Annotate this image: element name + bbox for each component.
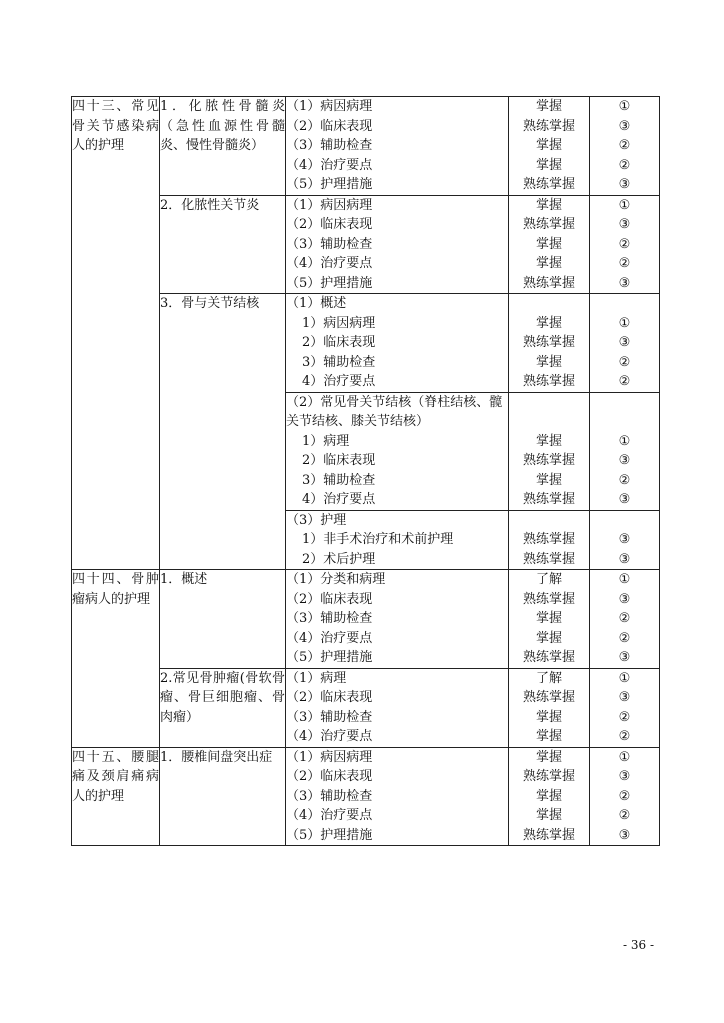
points-cell bbox=[286, 392, 509, 510]
element-title: 2．化脓性关节炎 bbox=[160, 197, 260, 213]
blank-line bbox=[509, 511, 589, 531]
element-title-cell bbox=[160, 570, 286, 669]
element-title-cell bbox=[160, 294, 286, 570]
knowledge-point: （3）辅助检查 bbox=[286, 138, 373, 153]
requirement-label: 掌握 bbox=[535, 611, 562, 626]
level-cell bbox=[590, 392, 660, 510]
requirement-label: 掌握 bbox=[535, 157, 562, 173]
table-row bbox=[72, 668, 660, 747]
requirement-label: 掌握 bbox=[535, 749, 562, 765]
level-mark: ③ bbox=[618, 177, 631, 192]
requirement-cell bbox=[509, 570, 590, 669]
level-mark: ① bbox=[618, 433, 631, 449]
requirement-cell bbox=[509, 294, 590, 393]
table-row bbox=[72, 97, 660, 196]
element-title: 1．腰椎间盘突出症 bbox=[160, 749, 273, 765]
element-title-cell bbox=[160, 195, 286, 294]
level-mark: ① bbox=[618, 315, 631, 331]
knowledge-point: （5）护理措施 bbox=[286, 827, 373, 843]
level-cell bbox=[590, 747, 660, 846]
table-row bbox=[72, 195, 660, 294]
requirement-label: 掌握 bbox=[535, 256, 562, 271]
level-mark: ③ bbox=[618, 217, 631, 232]
knowledge-point: （1）病因病理 bbox=[286, 99, 373, 114]
unit-title-cell bbox=[72, 747, 160, 846]
knowledge-point: （1）分类和病理 bbox=[286, 572, 386, 587]
knowledge-point: 1）非手术治疗和术前护理 bbox=[302, 532, 454, 547]
level-cell bbox=[590, 570, 660, 669]
requirement-label: 掌握 bbox=[535, 236, 562, 252]
knowledge-point: （3）辅助检查 bbox=[286, 611, 373, 626]
element-title-cell bbox=[160, 97, 286, 196]
knowledge-point: 3）辅助检查 bbox=[302, 354, 376, 370]
requirement-cell bbox=[509, 97, 590, 196]
knowledge-point: （5）护理措施 bbox=[286, 650, 373, 665]
knowledge-point: （2）临床表现 bbox=[286, 690, 373, 705]
element-title: 3．骨与关节结核 bbox=[160, 296, 260, 311]
blank-line bbox=[590, 511, 659, 531]
requirement-label: 熟练掌握 bbox=[522, 453, 575, 468]
requirement-label: 熟练掌握 bbox=[522, 769, 575, 784]
requirement-label: 掌握 bbox=[535, 808, 562, 823]
requirement-cell bbox=[509, 668, 590, 747]
level-mark: ③ bbox=[618, 769, 631, 784]
knowledge-point: 3）辅助检查 bbox=[302, 472, 376, 488]
table-row bbox=[72, 747, 660, 846]
element-title: 1．化脓性骨髓炎（急性血源性骨髓炎、慢性骨髓炎） bbox=[160, 99, 285, 153]
level-mark: ② bbox=[618, 729, 631, 744]
level-mark: ③ bbox=[618, 591, 631, 607]
unit-title: 四十四、骨肿瘤病人的护理 bbox=[72, 572, 159, 607]
knowledge-point: （1）病因病理 bbox=[286, 749, 373, 765]
element-title: 2.常见骨肿瘤(骨软骨瘤、骨巨细胞瘤、骨肉瘤） bbox=[160, 670, 285, 725]
syllabus-table bbox=[71, 96, 660, 846]
level-mark: ① bbox=[618, 197, 631, 213]
unit-title-cell bbox=[72, 97, 160, 570]
blank-line bbox=[509, 412, 589, 432]
requirement-label: 掌握 bbox=[535, 433, 562, 449]
knowledge-point: （4）治疗要点 bbox=[286, 729, 373, 744]
points-cell bbox=[286, 97, 509, 196]
requirement-label: 掌握 bbox=[535, 197, 562, 213]
blank-line bbox=[590, 412, 659, 432]
requirement-label: 熟练掌握 bbox=[522, 492, 575, 507]
knowledge-point: 1）病因病理 bbox=[302, 315, 376, 331]
table-row bbox=[72, 294, 660, 393]
knowledge-point: （2）临床表现 bbox=[286, 217, 373, 232]
blank-line bbox=[590, 393, 659, 413]
requirement-label: 了解 bbox=[535, 572, 562, 587]
knowledge-point: （3）辅助检查 bbox=[286, 788, 373, 804]
knowledge-point: 4）治疗要点 bbox=[302, 374, 376, 389]
knowledge-point: （5）护理措施 bbox=[286, 275, 373, 291]
requirement-label: 熟练掌握 bbox=[522, 374, 575, 389]
knowledge-point: （4）治疗要点 bbox=[286, 630, 373, 646]
knowledge-point: （4）治疗要点 bbox=[286, 808, 373, 823]
requirement-cell bbox=[509, 510, 590, 570]
points-cell bbox=[286, 668, 509, 747]
level-mark: ② bbox=[618, 788, 631, 804]
knowledge-point: 2）临床表现 bbox=[302, 453, 376, 468]
requirement-label: 掌握 bbox=[535, 472, 562, 488]
level-mark: ① bbox=[618, 572, 631, 587]
level-mark: ② bbox=[618, 236, 631, 252]
knowledge-point: （4）治疗要点 bbox=[286, 256, 373, 271]
requirement-label: 熟练掌握 bbox=[522, 551, 575, 567]
level-cell bbox=[590, 294, 660, 393]
level-mark: ② bbox=[618, 138, 631, 153]
page-number: - 36 - bbox=[622, 938, 654, 952]
knowledge-point: （2）临床表现 bbox=[286, 118, 373, 134]
level-mark: ② bbox=[618, 157, 631, 173]
knowledge-point: 2）术后护理 bbox=[302, 551, 376, 567]
level-mark: ② bbox=[618, 630, 631, 646]
requirement-label: 掌握 bbox=[535, 729, 562, 744]
requirement-label: 熟练掌握 bbox=[522, 177, 575, 192]
requirement-label: 了解 bbox=[535, 670, 562, 686]
points-cell bbox=[286, 195, 509, 294]
level-cell bbox=[590, 668, 660, 747]
level-mark: ① bbox=[618, 749, 631, 765]
requirement-label: 掌握 bbox=[535, 354, 562, 370]
requirement-label: 熟练掌握 bbox=[522, 690, 575, 705]
requirement-cell bbox=[509, 747, 590, 846]
unit-title: 四十五、腰腿痛及颈肩痛病人的护理 bbox=[72, 749, 159, 804]
knowledge-point: （4）治疗要点 bbox=[286, 157, 373, 173]
level-cell bbox=[590, 510, 660, 570]
requirement-label: 掌握 bbox=[535, 315, 562, 331]
requirement-cell bbox=[509, 392, 590, 510]
points-cell bbox=[286, 294, 509, 393]
requirement-label: 熟练掌握 bbox=[522, 827, 575, 843]
knowledge-point: （3）辅助检查 bbox=[286, 709, 373, 725]
requirement-label: 熟练掌握 bbox=[522, 335, 575, 350]
points-cell bbox=[286, 570, 509, 669]
knowledge-point: （1）病理 bbox=[286, 670, 347, 686]
level-mark: ③ bbox=[618, 335, 631, 350]
level-cell bbox=[590, 97, 660, 196]
blank-line bbox=[590, 294, 659, 314]
level-mark: ③ bbox=[618, 827, 631, 843]
points-cell bbox=[286, 510, 509, 570]
level-mark: ③ bbox=[618, 551, 631, 567]
knowledge-point: （2）临床表现 bbox=[286, 769, 373, 784]
group-heading: （3）护理 bbox=[286, 512, 347, 528]
level-mark: ① bbox=[618, 99, 631, 114]
level-mark: ② bbox=[618, 472, 631, 488]
level-cell bbox=[590, 195, 660, 294]
table-row bbox=[72, 570, 660, 669]
requirement-label: 熟练掌握 bbox=[522, 275, 575, 291]
knowledge-point: 1）病理 bbox=[302, 433, 350, 449]
knowledge-point: 2）临床表现 bbox=[302, 335, 376, 350]
knowledge-point: 4）治疗要点 bbox=[302, 492, 376, 507]
requirement-label: 熟练掌握 bbox=[522, 532, 575, 547]
level-mark: ③ bbox=[618, 532, 631, 547]
level-mark: ③ bbox=[618, 492, 631, 507]
level-mark: ② bbox=[618, 709, 631, 725]
requirement-label: 熟练掌握 bbox=[522, 591, 575, 607]
requirement-label: 掌握 bbox=[535, 709, 562, 725]
group-heading: （2）常见骨关节结核（脊柱结核、髋关节结核、膝关节结核） bbox=[286, 394, 503, 429]
level-mark: ③ bbox=[618, 690, 631, 705]
level-mark: ③ bbox=[618, 275, 631, 291]
requirement-label: 熟练掌握 bbox=[522, 650, 575, 665]
requirement-label: 掌握 bbox=[535, 99, 562, 114]
unit-title-cell bbox=[72, 570, 160, 748]
level-mark: ③ bbox=[618, 650, 631, 665]
level-mark: ② bbox=[618, 256, 631, 271]
level-mark: ③ bbox=[618, 453, 631, 468]
blank-line bbox=[509, 393, 589, 413]
knowledge-point: （1）病因病理 bbox=[286, 197, 373, 213]
level-mark: ② bbox=[618, 354, 631, 370]
element-title-cell bbox=[160, 747, 286, 846]
requirement-cell bbox=[509, 195, 590, 294]
element-title: 1．概述 bbox=[160, 572, 208, 587]
requirement-label: 掌握 bbox=[535, 788, 562, 804]
requirement-label: 掌握 bbox=[535, 630, 562, 646]
level-mark: ③ bbox=[618, 118, 631, 134]
level-mark: ② bbox=[618, 611, 631, 626]
requirement-label: 熟练掌握 bbox=[522, 217, 575, 232]
knowledge-point: （5）护理措施 bbox=[286, 177, 373, 192]
knowledge-point: （3）辅助检查 bbox=[286, 236, 373, 252]
requirement-label: 掌握 bbox=[535, 138, 562, 153]
level-mark: ① bbox=[618, 670, 631, 686]
requirement-label: 熟练掌握 bbox=[522, 118, 575, 134]
points-cell bbox=[286, 747, 509, 846]
knowledge-point: （2）临床表现 bbox=[286, 591, 373, 607]
group-heading: （1）概述 bbox=[286, 296, 347, 311]
level-mark: ② bbox=[618, 374, 631, 389]
level-mark: ② bbox=[618, 808, 631, 823]
element-title-cell bbox=[160, 668, 286, 747]
blank-line bbox=[509, 294, 589, 314]
unit-title: 四十三、常见骨关节感染病人的护理 bbox=[72, 99, 159, 153]
